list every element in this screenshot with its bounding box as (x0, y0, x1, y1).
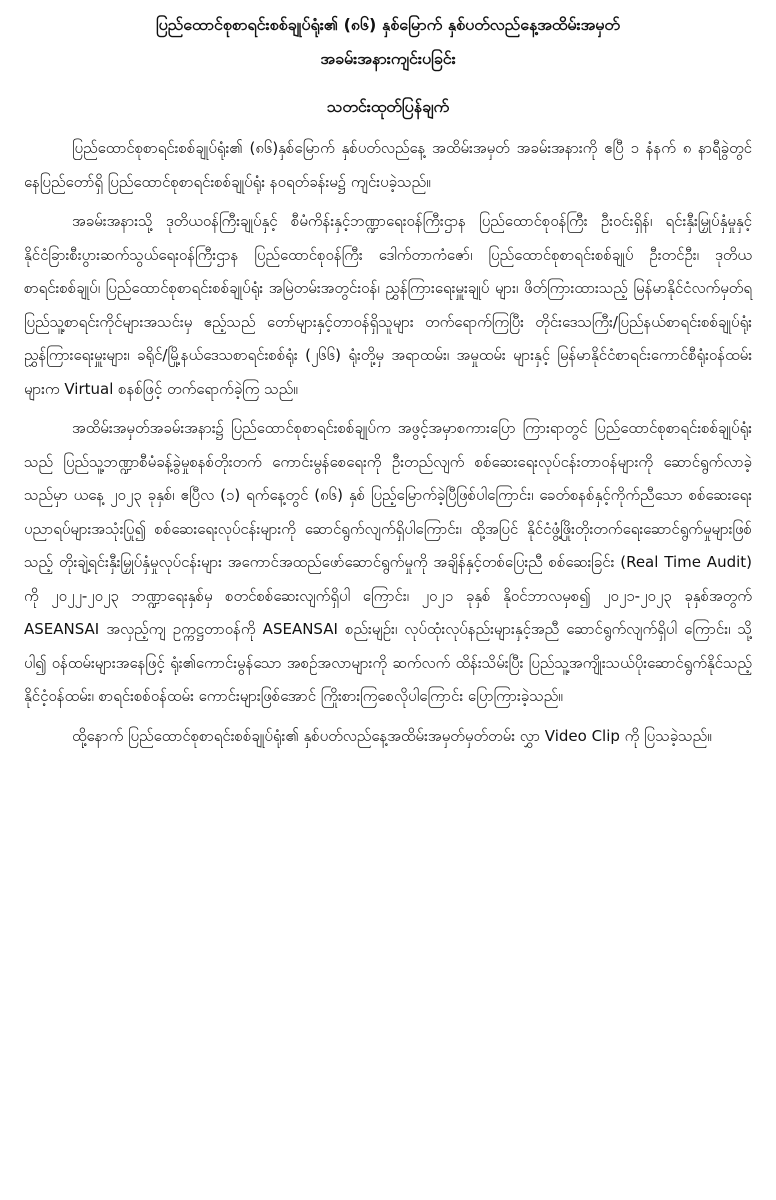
title-line-1: ပြည်ထောင်စုစာရင်းစစ်ချုပ်ရုံး၏ (၈၆) နှစ်မြောက် နှစ်ပတ်လည်နေ့အထိမ်းအမှတ် (155, 15, 621, 34)
paragraph-3: အထိမ်းအမှတ်အခမ်းအနား၌ ပြည်ထောင်စုစာရင်းစစ်ချုပ်က အဖွင့်အမှာစကားပြော ကြားရာတွင် ပြည်ထောင်စုစာရင်းစစ်ချုပ်ရုံးသည် ပြည်သူ့ဘဏ္ဍာစီမံခန့်ခွဲမှုစနစ်တိုးတက် ကောင်းမွန်စေရေးကို ဦးတည်လျက် စစ်ဆေးရေးလုပ်ငန်းတာဝန်များကို ဆောင်ရွက်လာခဲ့ သည်မှာ ယနေ့ ၂၀၂၃ ခုနှစ်၊ ဧပြီလ (၁) ရက်နေ့တွင် (၈၆) နှစ် ပြည့်မြောက်ခဲ့ပြီဖြစ်ပါကြောင်း၊ ခေတ်စနစ်နှင့်ကိုက်ညီသော စစ်ဆေးရေးပညာရပ်များအသုံးပြု၍ စစ်ဆေးရေးလုပ်ငန်းများကို ဆောင်ရွက်လျက်ရှိပါကြောင်း၊ ထို့အပြင် နိုင်ငံဖွံ့ဖြိုးတိုးတက်ရေးဆောင်ရွက်မှုများဖြစ်သည့် တိုးချဲ့ရင်းနှီးမြှုပ်နှံမှုလုပ်ငန်းများ အကောင်အထည်ဖော်ဆောင်ရွက်မှုကို အချိန်နှင့်တစ်ပြေးညီ စစ်ဆေးခြင်း (Real Time Audit) ကို ၂၀၂၂-၂၀၂၃ ဘဏ္ဍာရေးနှစ်မှ စတင်စစ်ဆေးလျက်ရှိပါ ကြောင်း၊ ၂၀၂၁ ခုနှစ် နိုဝင်ဘာလမှစ၍ ၂၀၂၁-၂၀၂၃ ခုနှစ်အတွက် ASEANSAI အလှည့်ကျ ဥက္ကဋ္ဌတာဝန်ကို ASEANSAI စည်းမျဉ်း၊ လုပ်ထုံးလုပ်နည်းများနှင့်အညီ ဆောင်ရွက်လျက်ရှိပါ ကြောင်း၊ သို့ပါ၍ ဝန်ထမ်းများအနေဖြင့် ရုံး၏ကောင်းမွန်သော အစဉ်အလာများကို ဆက်လက် ထိန်းသိမ်းပြီး ပြည်သူ့အကျိုးသယ်ပိုးဆောင်ရွက်နိုင်သည့် နိုင်ငံ့ဝန်ထမ်း၊ စာရင်းစစ်ဝန်ထမ်း ကောင်းများဖြစ်အောင် ကြိုးစားကြစေလိုပါကြောင်း ပြောကြားခဲ့သည်။ (24, 419, 752, 705)
paragraph-2: အခမ်းအနားသို့ ဒုတိယဝန်ကြီးချုပ်နှင့် စီမံကိန်းနှင့်ဘဏ္ဍာရေးဝန်ကြီးဌာန ပြည်ထောင်စုဝန်ကြီး ဦးဝင်းရှိန်၊ ရင်းနှီးမြှုပ်နှံမှုနှင့်နိုင်ငံခြားစီးပွားဆက်သွယ်ရေးဝန်ကြီးဌာန ပြည်ထောင်စုဝန်ကြီး ဒေါက်တာကံဇော်၊ ပြည်ထောင်စုစာရင်းစစ်ချုပ် ဦးတင်ဦး၊ ဒုတိယ စာရင်းစစ်ချုပ်၊ ပြည်ထောင်စုစာရင်းစစ်ချုပ်ရုံး အမြဲတမ်းအတွင်းဝန်၊ ညွှန်ကြားရေးမှူးချုပ် များ၊ ဖိတ်ကြားထားသည့် မြန်မာနိုင်ငံလက်မှတ်ရပြည်သူ့စာရင်းကိုင်များအသင်းမှ ဧည့်သည် တော်များနှင့်တာဝန်ရှိသူများ တက်ရောက်ကြပြီး တိုင်းဒေသကြီး/ပြည်နယ်စာရင်းစစ်ချုပ်ရုံး ညွှန်ကြားရေးမှူးများ၊ ခရိုင်/မြို့နယ်ဒေသစာရင်းစစ်ရုံး (၂၆၆) ရုံးတို့မှ အရာထမ်း၊ အမှုထမ်း များနှင့် မြန်မာနိုင်ငံစာရင်းကောင်စီရုံးဝန်ထမ်းများက Virtual စနစ်ဖြင့် တက်ရောက်ခဲ့ကြ သည်။ (24, 212, 752, 398)
title-line-2: အခမ်းအနားကျင်းပခြင်း (320, 49, 456, 68)
subtitle-press-release: သတင်းထုတ်ပြန်ချက် (326, 97, 450, 116)
paragraph-1: ပြည်ထောင်စုစာရင်းစစ်ချုပ်ရုံး၏ (၈၆)နှစ်မြောက် နှစ်ပတ်လည်နေ့ အထိမ်းအမှတ် အခမ်းအနားကို ဧပြီ ၁ နံနက် ၈ နာရီခွဲတွင် နေပြည်တော်ရှိ ပြည်ထောင်စုစာရင်းစစ်ချုပ်ရုံး နဝရတ်ခန်းမ၌ ကျင်းပခဲ့သည်။ (24, 139, 752, 191)
paragraph-4: ထို့နောက် ပြည်ထောင်စုစာရင်းစစ်ချုပ်ရုံး၏ နှစ်ပတ်လည်နေ့အထိမ်းအမှတ်မှတ်တမ်း လွှာ Video Clip ကို ပြသခဲ့သည်။ (72, 726, 712, 745)
